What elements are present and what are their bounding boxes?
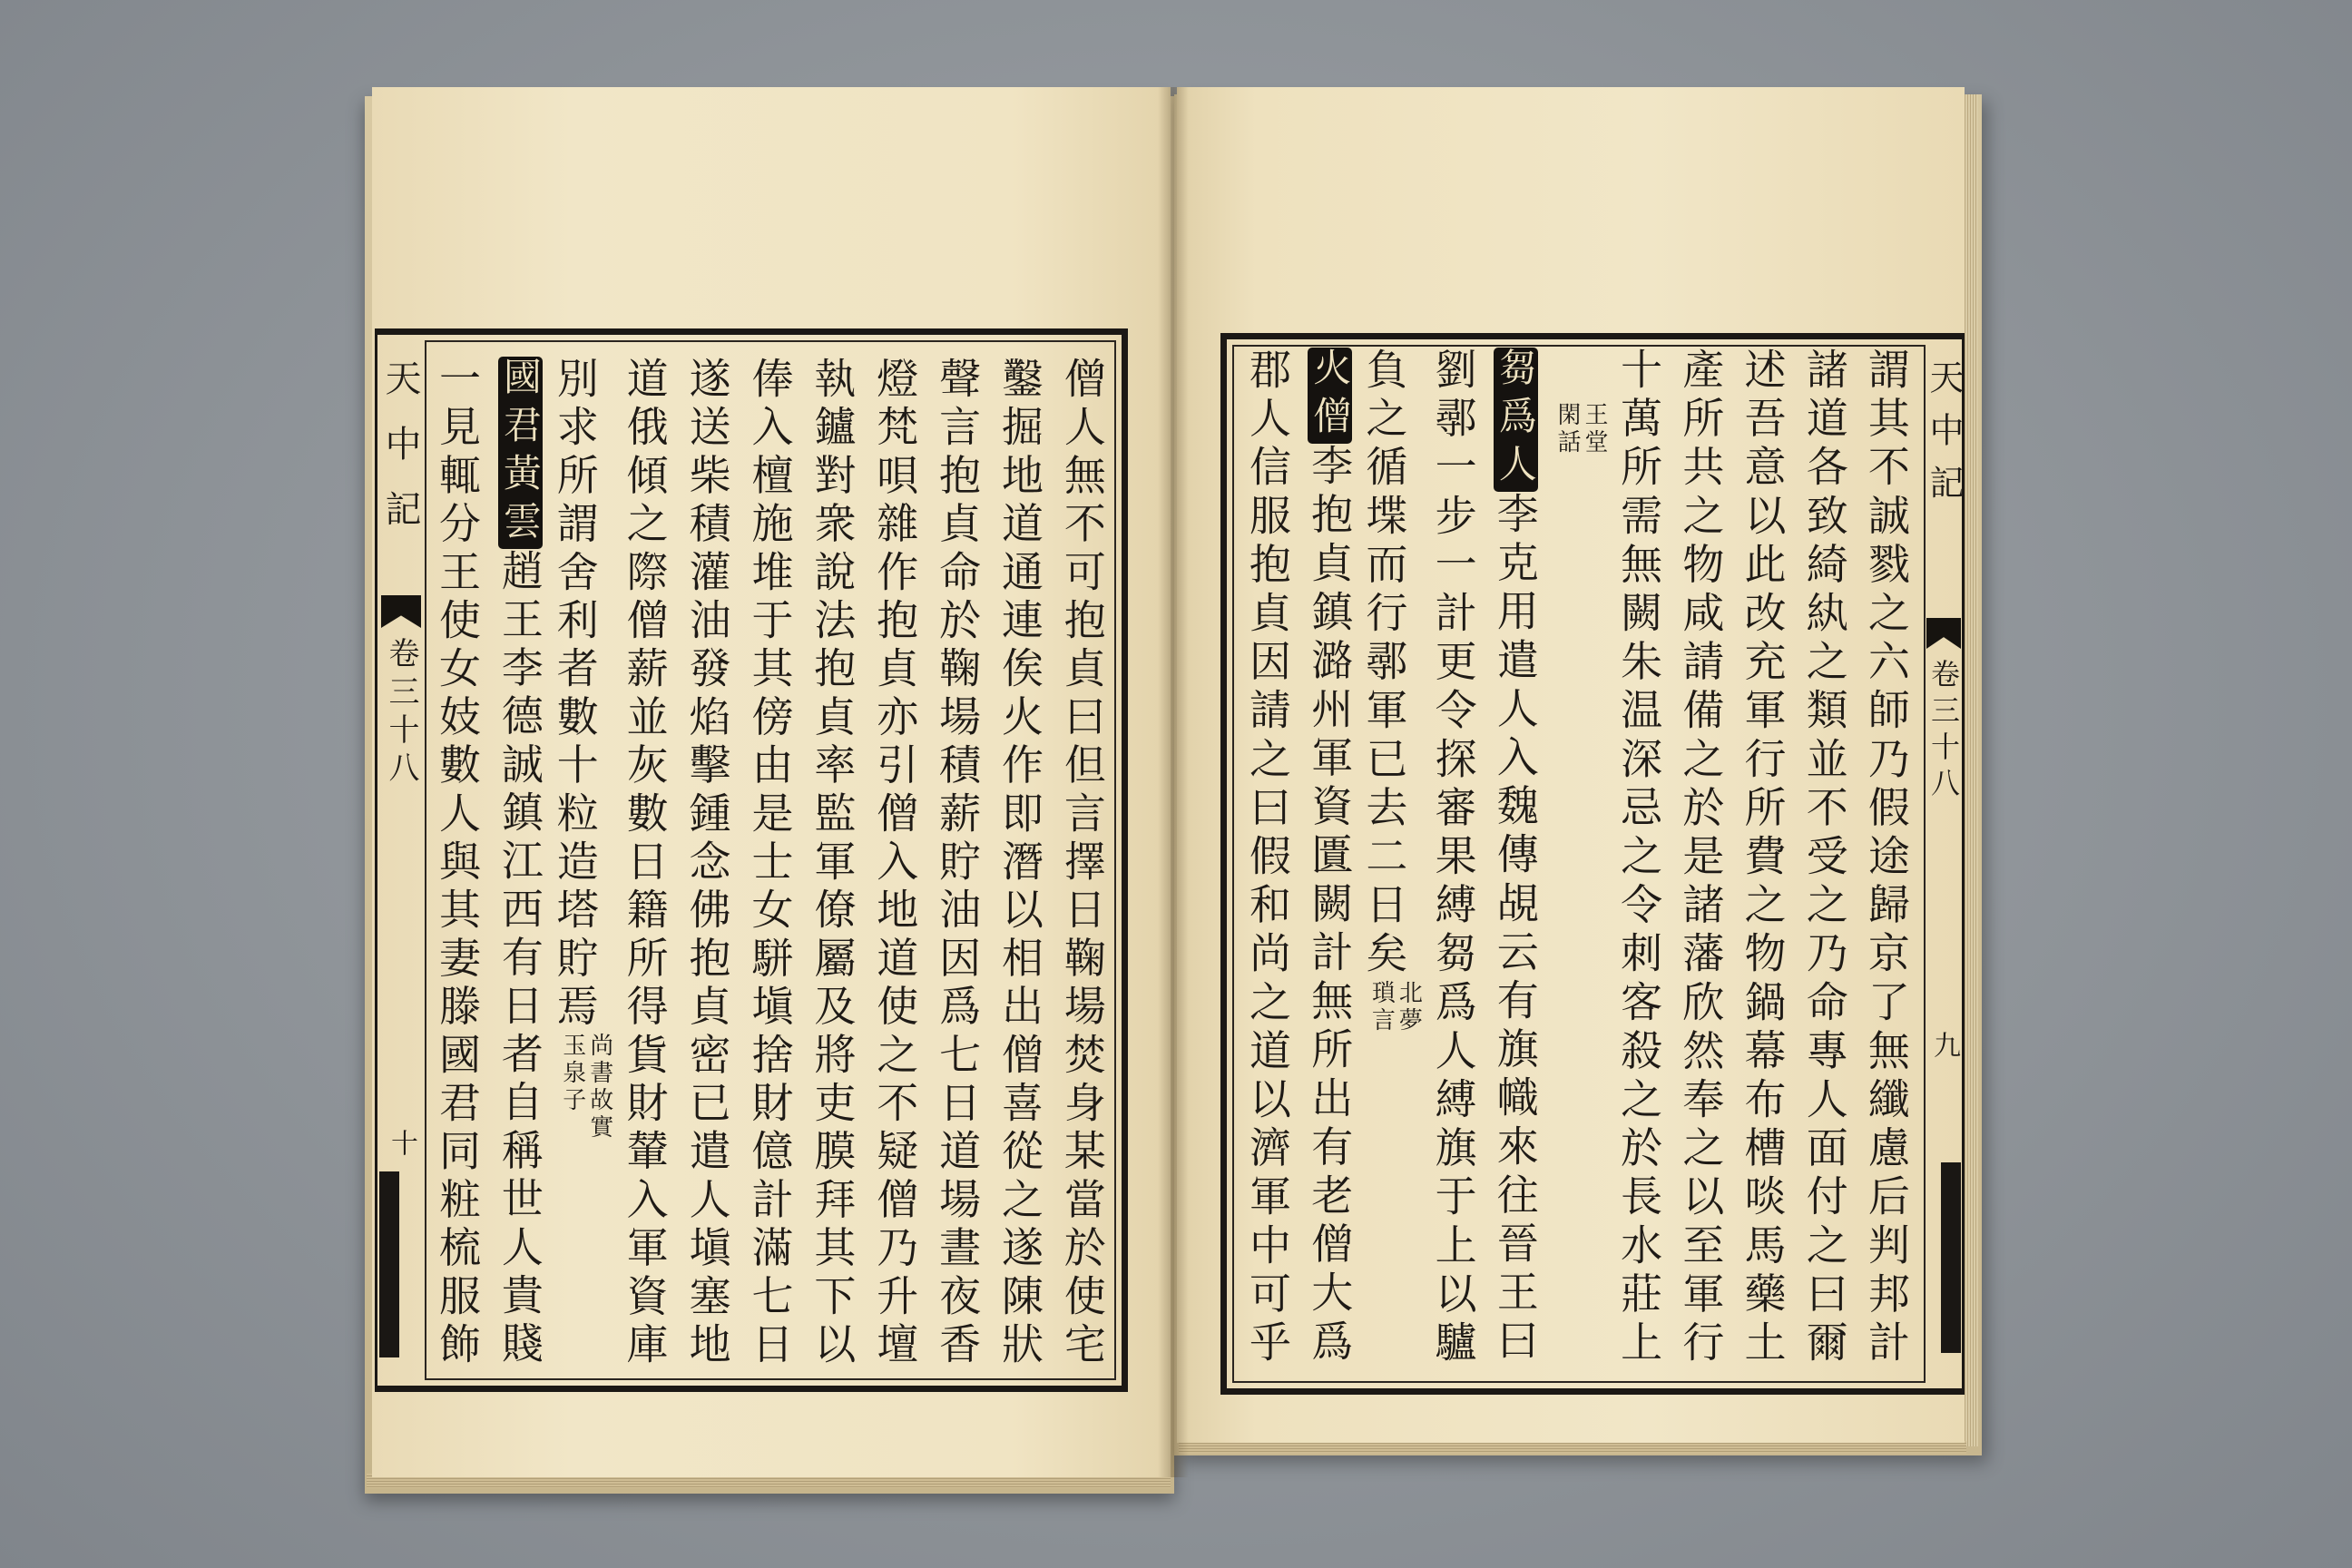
column-text: 鑿掘地道通連俟火作即潛以相出僧喜從之遂陳狀 — [995, 357, 1045, 1371]
text-column — [1298, 348, 1360, 1377]
text-column — [989, 357, 1051, 1377]
column-text: 執鑪對衆說法抱貞率監軍僚屬及將吏膜拜其下以 — [808, 357, 858, 1371]
margin-volume: 卷三十八 — [1926, 659, 1961, 804]
text-column — [1052, 357, 1113, 1377]
text-column — [1485, 348, 1546, 1377]
entry-heading: 火僧 — [1308, 348, 1353, 444]
text-column — [677, 357, 739, 1377]
margin-leaf-number: 九 — [1928, 1031, 1960, 1058]
right-page — [1177, 87, 1965, 1443]
column-text: 產所共之物咸請備之於是諸藩欣然奉之以至軍行 — [1676, 348, 1726, 1369]
column-text: 遂送柴積灌油發焰擊鍾念佛抱貞密已遣人塡塞地 — [682, 357, 732, 1371]
source-note-line: 閑話 — [1553, 402, 1581, 456]
column-text: 聲言抱貞命於鞠場積薪貯油因爲七日道場晝夜香 — [933, 357, 983, 1371]
column-text: 李克用遣人入魏傳覘云有旗幟來往晉王曰 — [1490, 492, 1540, 1367]
margin-title: 天中記 — [1924, 359, 1964, 517]
column-text: 僧人無不可抱貞曰但言擇日鞠場焚身某當於使宅 — [1057, 357, 1107, 1371]
column-text: 別求所謂舍利者數十粒造塔貯焉 — [550, 357, 600, 1033]
text-column — [552, 357, 613, 1377]
gutter-shadow — [1158, 87, 1189, 1477]
column-text: 述吾意以此改充軍行所費之物鍋幕布槽啖馬藥土 — [1738, 348, 1788, 1369]
source-note-line: 玉泉子 — [558, 1032, 586, 1114]
text-column — [1856, 348, 1917, 1377]
column-text: 十萬所需無闕朱温深忌之令刺客殺之於長水莊上 — [1614, 348, 1664, 1369]
text-column — [1670, 348, 1731, 1377]
source-note-line: 北夢 — [1395, 979, 1423, 1034]
entry-heading: 芻爲人 — [1493, 348, 1538, 492]
page-edge-right-bottom — [1179, 1441, 1966, 1454]
source-note — [1367, 980, 1422, 1034]
text-column — [1423, 348, 1485, 1377]
column-text: 李抱貞鎮潞州軍資匱闕計無所出有老僧大爲 — [1305, 444, 1355, 1368]
source-note-line: 王堂 — [1580, 402, 1608, 456]
margin-volume: 卷三十八 — [383, 637, 419, 789]
left-page-text-block — [426, 357, 1113, 1377]
text-column — [426, 357, 488, 1377]
text-column — [1237, 348, 1298, 1377]
text-column — [1360, 348, 1422, 1377]
left-page — [372, 87, 1171, 1477]
margin-leaf-number: 十 — [386, 1129, 417, 1156]
text-column — [489, 357, 551, 1377]
column-text: 諸道各致綺紈之類並不受之乃命專人面付之曰爾 — [1799, 348, 1849, 1369]
column-text: 郡人信服抱貞因請之曰假和尚之道以濟軍中可乎 — [1243, 348, 1292, 1369]
column-text: 道俄傾之際僧薪並灰數日籍所得貨財輦入軍資庫 — [620, 357, 670, 1371]
text-column — [926, 357, 988, 1377]
text-column — [739, 357, 800, 1377]
source-note-line: 瑣言 — [1367, 979, 1396, 1034]
column-text: 負之循堞而行鄩軍已去二日矣 — [1359, 348, 1409, 980]
text-column — [614, 357, 676, 1377]
text-column — [801, 357, 863, 1377]
entry-heading: 國君黃雲 — [497, 357, 543, 549]
column-text: 劉鄩一步一計更令探審果縛芻爲人縛旗于上以驢 — [1428, 348, 1478, 1369]
text-column — [1546, 348, 1608, 1377]
source-note — [559, 1033, 613, 1142]
source-note-line: 尚書故實 — [585, 1032, 613, 1142]
column-text: 謂其不誠戮之六師乃假途歸京了無纖慮后判邦計 — [1861, 348, 1911, 1369]
column-text: 趙王李德誠鎮江西有日者自稱世人貴賤 — [495, 549, 544, 1370]
margin-title: 天中記 — [379, 359, 421, 555]
source-note — [1553, 402, 1608, 456]
text-column — [864, 357, 926, 1377]
text-column — [1794, 348, 1856, 1377]
column-text: 一見輒分王使女妓數人與其妻滕國君同粧梳服飾 — [433, 357, 482, 1371]
text-column — [1732, 348, 1794, 1377]
text-column — [1608, 348, 1670, 1377]
margin-black-bar — [379, 1171, 399, 1357]
margin-black-bar — [1941, 1162, 1961, 1353]
right-page-text-block — [1237, 348, 1917, 1377]
column-text: 燈梵唄雜作抱貞亦引僧入地道使之不疑僧乃升壇 — [870, 357, 920, 1371]
column-text: 俸入檀施堆于其傍由是士女駢塡捨財億計滿七日 — [745, 357, 795, 1371]
